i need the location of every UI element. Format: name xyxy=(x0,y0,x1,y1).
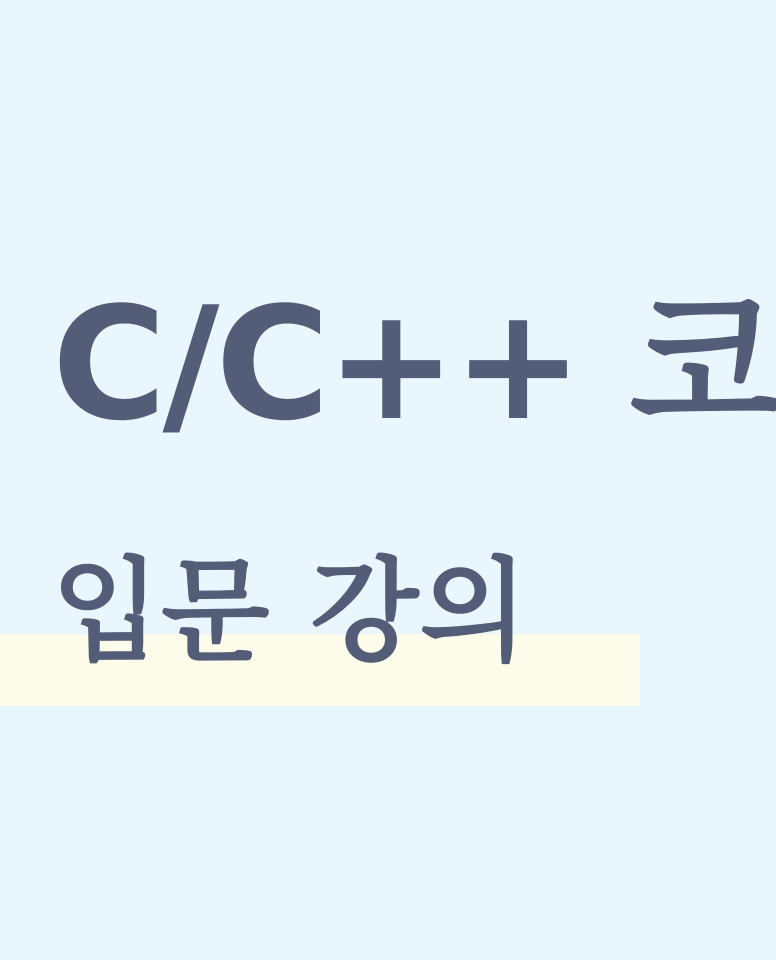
banner-title: C/C++ 코 xyxy=(52,273,776,455)
banner-subtitle: 입문 강의 xyxy=(52,547,529,677)
